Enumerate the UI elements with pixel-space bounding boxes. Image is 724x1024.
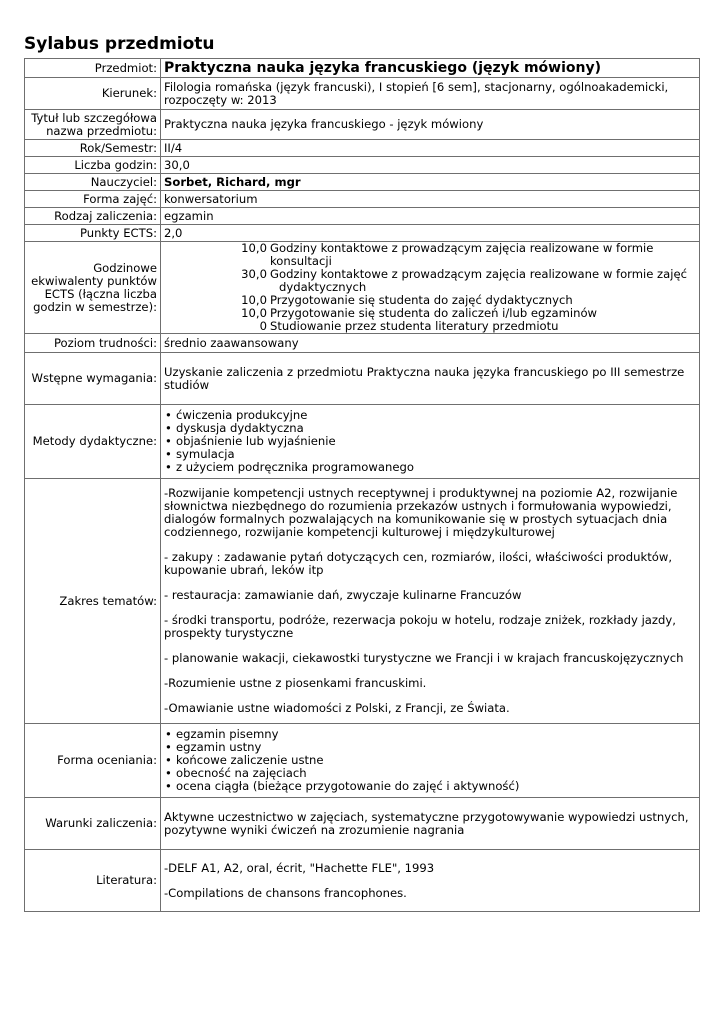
syllabus-table — [24, 58, 700, 912]
label-literatura: Literatura: — [25, 850, 161, 912]
row-forma — [25, 191, 700, 208]
value-forma: konwersatorium — [161, 191, 700, 208]
value-metody — [161, 405, 700, 479]
value-godziny: 30,0 — [161, 157, 700, 174]
row-poziom — [25, 334, 700, 353]
ects-hours: 0 — [259, 319, 267, 333]
row-godziny — [25, 157, 700, 174]
ects-desc: Przygotowanie się studenta do zaliczeń i/lub egzaminów — [270, 306, 598, 320]
value-przedmiot: Praktyczna nauka języka francuskiego (język mówiony) — [161, 59, 700, 78]
value-kierunek: Filologia romańska (język francuski), I stopień [6 sem], stacjonarny, ogólnoakademicki, rozpoczęty w: 2013 — [161, 78, 700, 110]
ects-desc: Studiowanie przez studenta literatury przedmiotu — [270, 319, 559, 333]
value-warunki: Aktywne uczestnictwo w zajęciach, systematyczne przygotowywanie wypowiedzi ustnych, pozytywne wyniki ćwiczeń na zrozumienie nagrania — [161, 798, 700, 850]
ocenianie-list — [164, 728, 696, 793]
list-item: • dyskusja dydaktyczna — [164, 422, 696, 435]
label-forma: Forma zajęć: — [25, 191, 161, 208]
ects-row — [164, 268, 696, 294]
topic-paragraph: - środki transportu, podróże, rezerwacja pokoju w hotelu, rodzaje zniżek, rozkłady jazdy, prospekty turystyczne — [164, 613, 676, 640]
topic-paragraph: - planowanie wakacji, ciekawostki turystyczne we Francji i w krajach francuskojęzycznych — [164, 651, 684, 665]
ects-desc: Przygotowanie się studenta do zajęć dydaktycznych — [270, 293, 573, 307]
topic-paragraph: -Rozumienie ustne z piosenkami francuskimi. — [164, 676, 427, 690]
label-nauczyciel: Nauczyciel: — [25, 174, 161, 191]
page-title: Sylabus przedmiotu — [24, 34, 215, 54]
row-nauczyciel — [25, 174, 700, 191]
ects-hours: 10,0 — [241, 293, 267, 307]
row-ects — [25, 225, 700, 242]
ects-desc: Godziny kontaktowe z prowadzącym zajęcia realizowane w formie zajęć dydaktycznych — [270, 267, 687, 294]
ects-desc: Godziny kontaktowe z prowadzącym zajęcia realizowane w formie konsultacji — [270, 241, 654, 268]
label-tytul: Tytuł lub szczegółowa nazwa przedmiotu: — [25, 110, 161, 140]
row-literatura — [25, 850, 700, 912]
row-warunki — [25, 798, 700, 850]
value-ocenianie — [161, 724, 700, 798]
value-nauczyciel: Sorbet, Richard, mgr — [161, 174, 700, 191]
value-ects: 2,0 — [161, 225, 700, 242]
row-ocenianie — [25, 724, 700, 798]
ects-row — [164, 320, 696, 333]
literature-item: -Compilations de chansons francophones. — [164, 885, 407, 900]
list-item: • egzamin pisemny — [164, 728, 696, 741]
ects-row — [164, 242, 696, 268]
row-rok — [25, 140, 700, 157]
label-kierunek: Kierunek: — [25, 78, 161, 110]
list-item: • ocena ciągła (bieżące przygotowanie do zajęć i aktywność) — [164, 780, 696, 793]
ects-hours: 30,0 — [241, 267, 267, 281]
list-item: • objaśnienie lub wyjaśnienie — [164, 435, 696, 448]
row-zakres — [25, 479, 700, 724]
label-rodzaj: Rodzaj zaliczenia: — [25, 208, 161, 225]
label-przedmiot: Przedmiot: — [25, 59, 161, 78]
topic-paragraph: - restauracja: zamawianie dań, zwyczaje kulinarne Francuzów — [164, 588, 522, 602]
topic-paragraph: - zakupy : zadawanie pytań dotyczących cen, rozmiarów, ilości, właściwości produktów, kupowanie ubrań, leków itp — [164, 550, 673, 577]
label-warunki: Warunki zaliczenia: — [25, 798, 161, 850]
label-metody: Metody dydaktyczne: — [25, 405, 161, 479]
list-item: • końcowe zaliczenie ustne — [164, 754, 696, 767]
label-wymagania: Wstępne wymagania: — [25, 353, 161, 405]
row-kierunek — [25, 78, 700, 110]
value-wymagania: Uzyskanie zaliczenia z przedmiotu Praktyczna nauka języka francuskiego po III semestrze studiów — [161, 353, 700, 405]
row-metody — [25, 405, 700, 479]
row-rodzaj — [25, 208, 700, 225]
topic-paragraph: -Omawianie ustne wiadomości z Polski, z Francji, ze Świata. — [164, 701, 510, 715]
value-zakres — [161, 479, 700, 724]
label-ects: Punkty ECTS: — [25, 225, 161, 242]
value-tytul: Praktyczna nauka języka francuskiego - język mówiony — [161, 110, 700, 140]
label-ocenianie: Forma oceniania: — [25, 724, 161, 798]
label-ekwiwalenty: Godzinowe ekwiwalenty punktów ECTS (łączna liczba godzin w semestrze): — [25, 242, 161, 334]
row-przedmiot — [25, 59, 700, 78]
literature-item: -DELF A1, A2, oral, écrit, "Hachette FLE", 1993 — [164, 860, 435, 875]
ects-hours: 10,0 — [241, 306, 267, 320]
list-item: • symulacja — [164, 448, 696, 461]
list-item: • egzamin ustny — [164, 741, 696, 754]
list-item: • z użyciem podręcznika programowanego — [164, 461, 696, 474]
label-poziom: Poziom trudności: — [25, 334, 161, 353]
value-poziom: średnio zaawansowany — [161, 334, 700, 353]
metody-list — [164, 409, 696, 474]
list-item: • obecność na zajęciach — [164, 767, 696, 780]
ects-hours: 10,0 — [241, 241, 267, 255]
label-zakres: Zakres tematów: — [25, 479, 161, 724]
topic-paragraph: -Rozwijanie kompetencji ustnych receptywnej i produktywnej na poziomie A2, rozwijanie słownictwa niezbędnego do rozumienia przekazów ustnych i formułowania wypowiedzi, dialogów formalnych pozwalających na komunikowanie się w prostych sytuacjach dnia codziennego, rozwijanie kompetencji kulturowej i międzykulturowej — [164, 486, 678, 539]
value-ekwiwalenty — [161, 242, 700, 334]
label-rok: Rok/Semestr: — [25, 140, 161, 157]
row-ekwiwalenty — [25, 242, 700, 334]
row-tytul — [25, 110, 700, 140]
value-rok: II/4 — [161, 140, 700, 157]
list-item: • ćwiczenia produkcyjne — [164, 409, 696, 422]
value-literatura — [161, 850, 700, 912]
label-godziny: Liczba godzin: — [25, 157, 161, 174]
value-rodzaj: egzamin — [161, 208, 700, 225]
row-wymagania — [25, 353, 700, 405]
